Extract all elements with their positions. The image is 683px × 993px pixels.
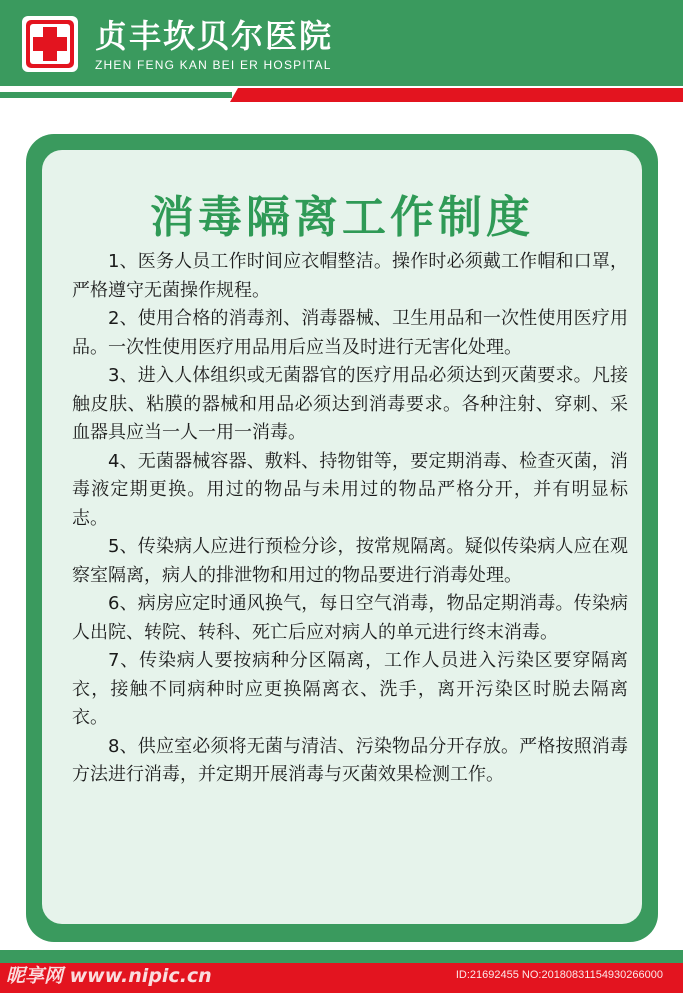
footer-stripe-green — [0, 950, 683, 963]
hospital-name-english: ZHEN FENG KAN BEI ER HOSPITAL — [95, 58, 332, 72]
rule-item-8: 8、供应室必须将无菌与清洁、污染物品分开存放。严格按照消毒方法进行消毒，并定期开展消毒与灭菌效果检测工作。 — [72, 735, 628, 785]
red-cross-icon — [22, 16, 78, 72]
rule-item-5: 5、传染病人应进行预检分诊，按常规隔离。疑似传染病人应在观察室隔离，病人的排泄物和用过的物品要进行消毒处理。 — [72, 536, 628, 586]
notice-panel — [26, 134, 658, 942]
image-id-text: ID:21692455 NO:20180831154930266000 — [455, 969, 663, 981]
rule-item-2: 2、使用合格的消毒剂、消毒器械、卫生用品和一次性使用医疗用品。一次性使用医疗用品用后应当及时进行无害化处理。 — [72, 308, 628, 358]
rules-list — [72, 248, 628, 790]
watermark: 昵享网 www.nipic.cn — [6, 965, 212, 987]
notice-title: 消毒隔离工作制度 — [150, 192, 534, 243]
rule-item-7: 7、传染病人要按病种分区隔离，工作人员进入污染区要穿隔离衣，接触不同病种时应更换隔离衣、洗手，离开污染区时脱去隔离衣。 — [72, 650, 628, 728]
rule-item-1: 1、医务人员工作时间应衣帽整洁。操作时必须戴工作帽和口罩，严格遵守无菌操作规程。 — [72, 251, 628, 301]
notice-panel-inner — [42, 150, 642, 924]
hospital-name: 贞丰坎贝尔医院 — [95, 17, 334, 55]
header-divider-red — [230, 88, 683, 102]
rule-item-3: 3、进入人体组织或无菌器官的医疗用品必须达到灭菌要求。凡接触皮肤、粘膜的器械和用品必须达到消毒要求。各种注射、穿刺、采血器具应当一人一用一消毒。 — [72, 365, 628, 443]
rule-item-4: 4、无菌器械容器、敷料、持物钳等，要定期消毒、检查灭菌，消毒液定期更换。用过的物品与未用过的物品严格分开，并有明显标志。 — [72, 450, 628, 529]
header-divider-green — [0, 80, 683, 86]
header-banner — [0, 0, 683, 80]
rule-item-6: 6、病房应定时通风换气，每日空气消毒，物品定期消毒。传染病人出院、转院、转科、死亡后应对病人的单元进行终末消毒。 — [72, 593, 628, 643]
header-divider-green-lower — [0, 92, 232, 98]
